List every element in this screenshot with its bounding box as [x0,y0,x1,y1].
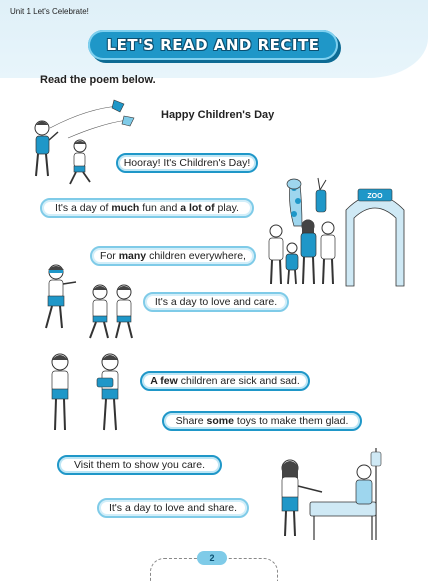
poem-line-4 [143,292,289,312]
banner-title: LET'S READ AND RECITE [106,36,320,54]
poem-text: Hooray! It's Children's Day! [123,157,251,169]
poem-line-7 [57,455,222,475]
poem-text: play. [214,202,239,214]
poem-keyword: a lot of [180,202,215,214]
poem-text: It's a day to love and care. [154,296,278,308]
poem-line-6 [162,411,362,431]
sick-and-sharing-kids-illustration [42,350,134,436]
unit-label: Unit 1 Let's Celebrate! [10,7,89,16]
poem-text: fun and [139,202,181,214]
zoo-family-illustration [258,176,418,291]
poem-text: children everywhere, [146,250,246,262]
zoo-sign: ZOO [367,193,383,200]
poem-keyword: A few [150,375,178,387]
poem-text: It's a day of [55,202,112,214]
poem-text: toys to make them glad. [233,415,349,427]
poem-text: Visit them to show you care. [73,459,206,471]
poem-keyword: some [206,415,234,427]
poem-keyword: much [111,202,140,214]
hospital-visit-illustration [270,444,390,544]
poem-text: children are sick and sad. [177,375,300,387]
poem-line-2 [40,198,254,218]
poem-text: It's a day to love and share. [108,502,238,514]
poem-title: Happy Children's Day [161,109,275,121]
poem-text: Share [175,415,207,427]
poem-line-8 [97,498,249,518]
children-playing-illustration [36,262,142,344]
poem-line-5 [140,371,310,391]
poem-text: For [100,250,119,262]
section-banner [88,30,338,60]
poem-keyword: many [118,250,147,262]
instruction-text: Read the poem below. [40,74,156,86]
kite-kids-illustration [28,98,138,194]
page-number: 2 [197,551,227,565]
